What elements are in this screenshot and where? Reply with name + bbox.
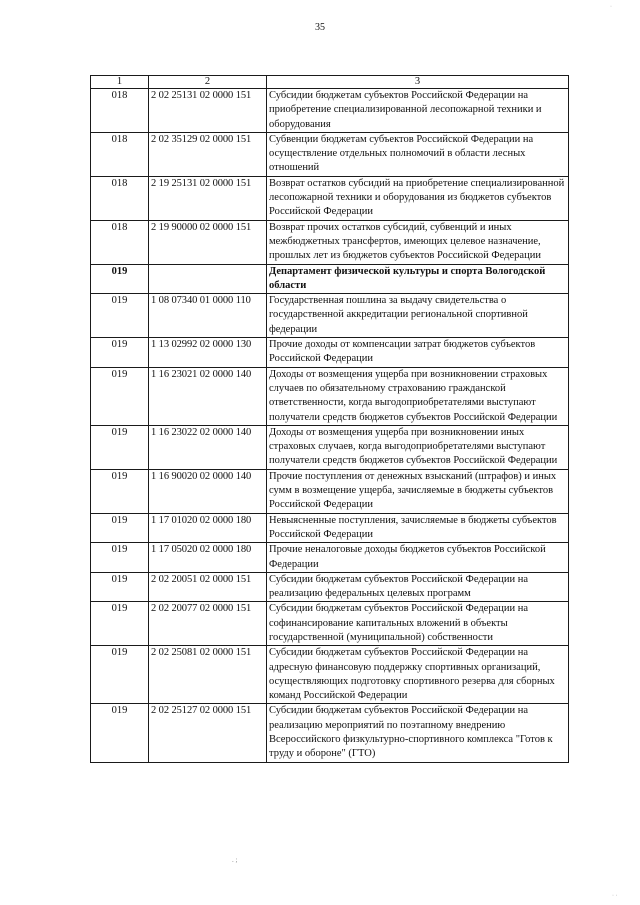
admin-code-cell: 019 — [91, 264, 149, 294]
scan-mark: · — [610, 4, 612, 10]
revenue-name-cell: Доходы от возмещения ущерба при возникновении иных страховых случаев, когда выгодоприобретателями выступают получатели средств бюджетов субъектов Российской Федерации — [267, 425, 569, 469]
budget-code-cell: 2 19 90000 02 0000 151 — [149, 220, 267, 264]
revenue-name-cell: Субсидии бюджетам субъектов Российской Федерации на софинансирование капитальных вложений в объекты государственной (муниципальной) собственности — [267, 602, 569, 646]
revenue-name-cell: Возврат прочих остатков субсидий, субвенций и иных межбюджетных трансфертов, имеющих целевое назначение, прошлых лет из бюджетов субъектов Российской Федерации — [267, 220, 569, 264]
page-number: 35 — [315, 22, 325, 33]
admin-code-cell: 019 — [91, 602, 149, 646]
budget-code-cell: 2 02 35129 02 0000 151 — [149, 132, 267, 176]
admin-code-cell: 019 — [91, 572, 149, 602]
admin-code-cell: 018 — [91, 89, 149, 133]
budget-code-table — [90, 75, 569, 763]
header-col-1: 1 — [91, 76, 149, 89]
revenue-name-cell: Субсидии бюджетам субъектов Российской Федерации на адресную финансовую поддержку спортивных организаций, осуществляющих подготовку спортивного резерва для сборных команд Российской Федерации — [267, 646, 569, 704]
scan-mark: · · — [612, 893, 618, 899]
table-section-row — [91, 264, 569, 294]
table-row — [91, 469, 569, 513]
admin-code-cell: 019 — [91, 367, 149, 425]
revenue-name-cell: Прочие неналоговые доходы бюджетов субъектов Российской Федерации — [267, 543, 569, 573]
admin-code-cell: 019 — [91, 294, 149, 338]
admin-code-cell: 018 — [91, 132, 149, 176]
budget-code-cell — [149, 264, 267, 294]
admin-code-cell: 019 — [91, 425, 149, 469]
table-row — [91, 543, 569, 573]
revenue-name-cell: Прочие доходы от компенсации затрат бюджетов субъектов Российской Федерации — [267, 338, 569, 368]
budget-code-cell: 1 16 90020 02 0000 140 — [149, 469, 267, 513]
table-row — [91, 338, 569, 368]
table-row — [91, 132, 569, 176]
header-col-3: 3 — [267, 76, 569, 89]
table-row — [91, 89, 569, 133]
table-row — [91, 513, 569, 543]
budget-code-cell: 2 02 25081 02 0000 151 — [149, 646, 267, 704]
budget-code-cell: 1 16 23021 02 0000 140 — [149, 367, 267, 425]
revenue-name-cell: Доходы от возмещения ущерба при возникновении страховых случаев по обязательному страхованию гражданской ответственности, когда выгодоприобретателями выступают получатели средств бюджетов субъектов Российской Федерации — [267, 367, 569, 425]
revenue-name-cell: Невыясненные поступления, зачисляемые в бюджеты субъектов Российской Федерации — [267, 513, 569, 543]
table-row — [91, 425, 569, 469]
table-row — [91, 176, 569, 220]
admin-code-cell: 019 — [91, 338, 149, 368]
budget-code-cell: 1 17 05020 02 0000 180 — [149, 543, 267, 573]
revenue-name-cell: Департамент физической культуры и спорта Вологодской области — [267, 264, 569, 294]
table-body — [91, 89, 569, 763]
revenue-name-cell: Государственная пошлина за выдачу свидетельства о государственной аккредитации региональной спортивной федерации — [267, 294, 569, 338]
budget-code-cell: 2 02 20051 02 0000 151 — [149, 572, 267, 602]
revenue-name-cell: Субвенции бюджетам субъектов Российской Федерации на осуществление отдельных полномочий в области лесных отношений — [267, 132, 569, 176]
table-row — [91, 367, 569, 425]
admin-code-cell: 018 — [91, 176, 149, 220]
budget-code-cell: 2 02 25131 02 0000 151 — [149, 89, 267, 133]
table-row — [91, 646, 569, 704]
admin-code-cell: 019 — [91, 646, 149, 704]
header-col-2: 2 — [149, 76, 267, 89]
budget-code-cell: 2 02 20077 02 0000 151 — [149, 602, 267, 646]
revenue-name-cell: Возврат остатков субсидий на приобретение специализированной лесопожарной техники и оборудования из бюджетов субъектов Российской Федерации — [267, 176, 569, 220]
budget-code-cell: 1 16 23022 02 0000 140 — [149, 425, 267, 469]
table-row — [91, 220, 569, 264]
table-row — [91, 294, 569, 338]
table-row — [91, 572, 569, 602]
admin-code-cell: 019 — [91, 704, 149, 762]
admin-code-cell: 019 — [91, 543, 149, 573]
revenue-name-cell: Субсидии бюджетам субъектов Российской Федерации на реализацию мероприятий по поэтапному внедрению Всероссийского физкультурно-спортивного комплекса "Готов к труду и обороне" (ГТО) — [267, 704, 569, 762]
admin-code-cell: 019 — [91, 513, 149, 543]
revenue-name-cell: Субсидии бюджетам субъектов Российской Федерации на реализацию федеральных целевых программ — [267, 572, 569, 602]
budget-code-cell: 1 08 07340 01 0000 110 — [149, 294, 267, 338]
table-row — [91, 704, 569, 762]
scan-mark: . ; — [232, 856, 238, 864]
revenue-name-cell: Прочие поступления от денежных взысканий (штрафов) и иных сумм в возмещение ущерба, зачисляемые в бюджеты субъектов Российской Федерации — [267, 469, 569, 513]
table-row — [91, 602, 569, 646]
table-header-row — [91, 76, 569, 89]
budget-code-cell: 2 19 25131 02 0000 151 — [149, 176, 267, 220]
admin-code-cell: 019 — [91, 469, 149, 513]
revenue-name-cell: Субсидии бюджетам субъектов Российской Федерации на приобретение специализированной лесопожарной техники и оборудования — [267, 89, 569, 133]
budget-code-cell: 1 17 01020 02 0000 180 — [149, 513, 267, 543]
admin-code-cell: 018 — [91, 220, 149, 264]
budget-code-cell: 1 13 02992 02 0000 130 — [149, 338, 267, 368]
budget-code-cell: 2 02 25127 02 0000 151 — [149, 704, 267, 762]
